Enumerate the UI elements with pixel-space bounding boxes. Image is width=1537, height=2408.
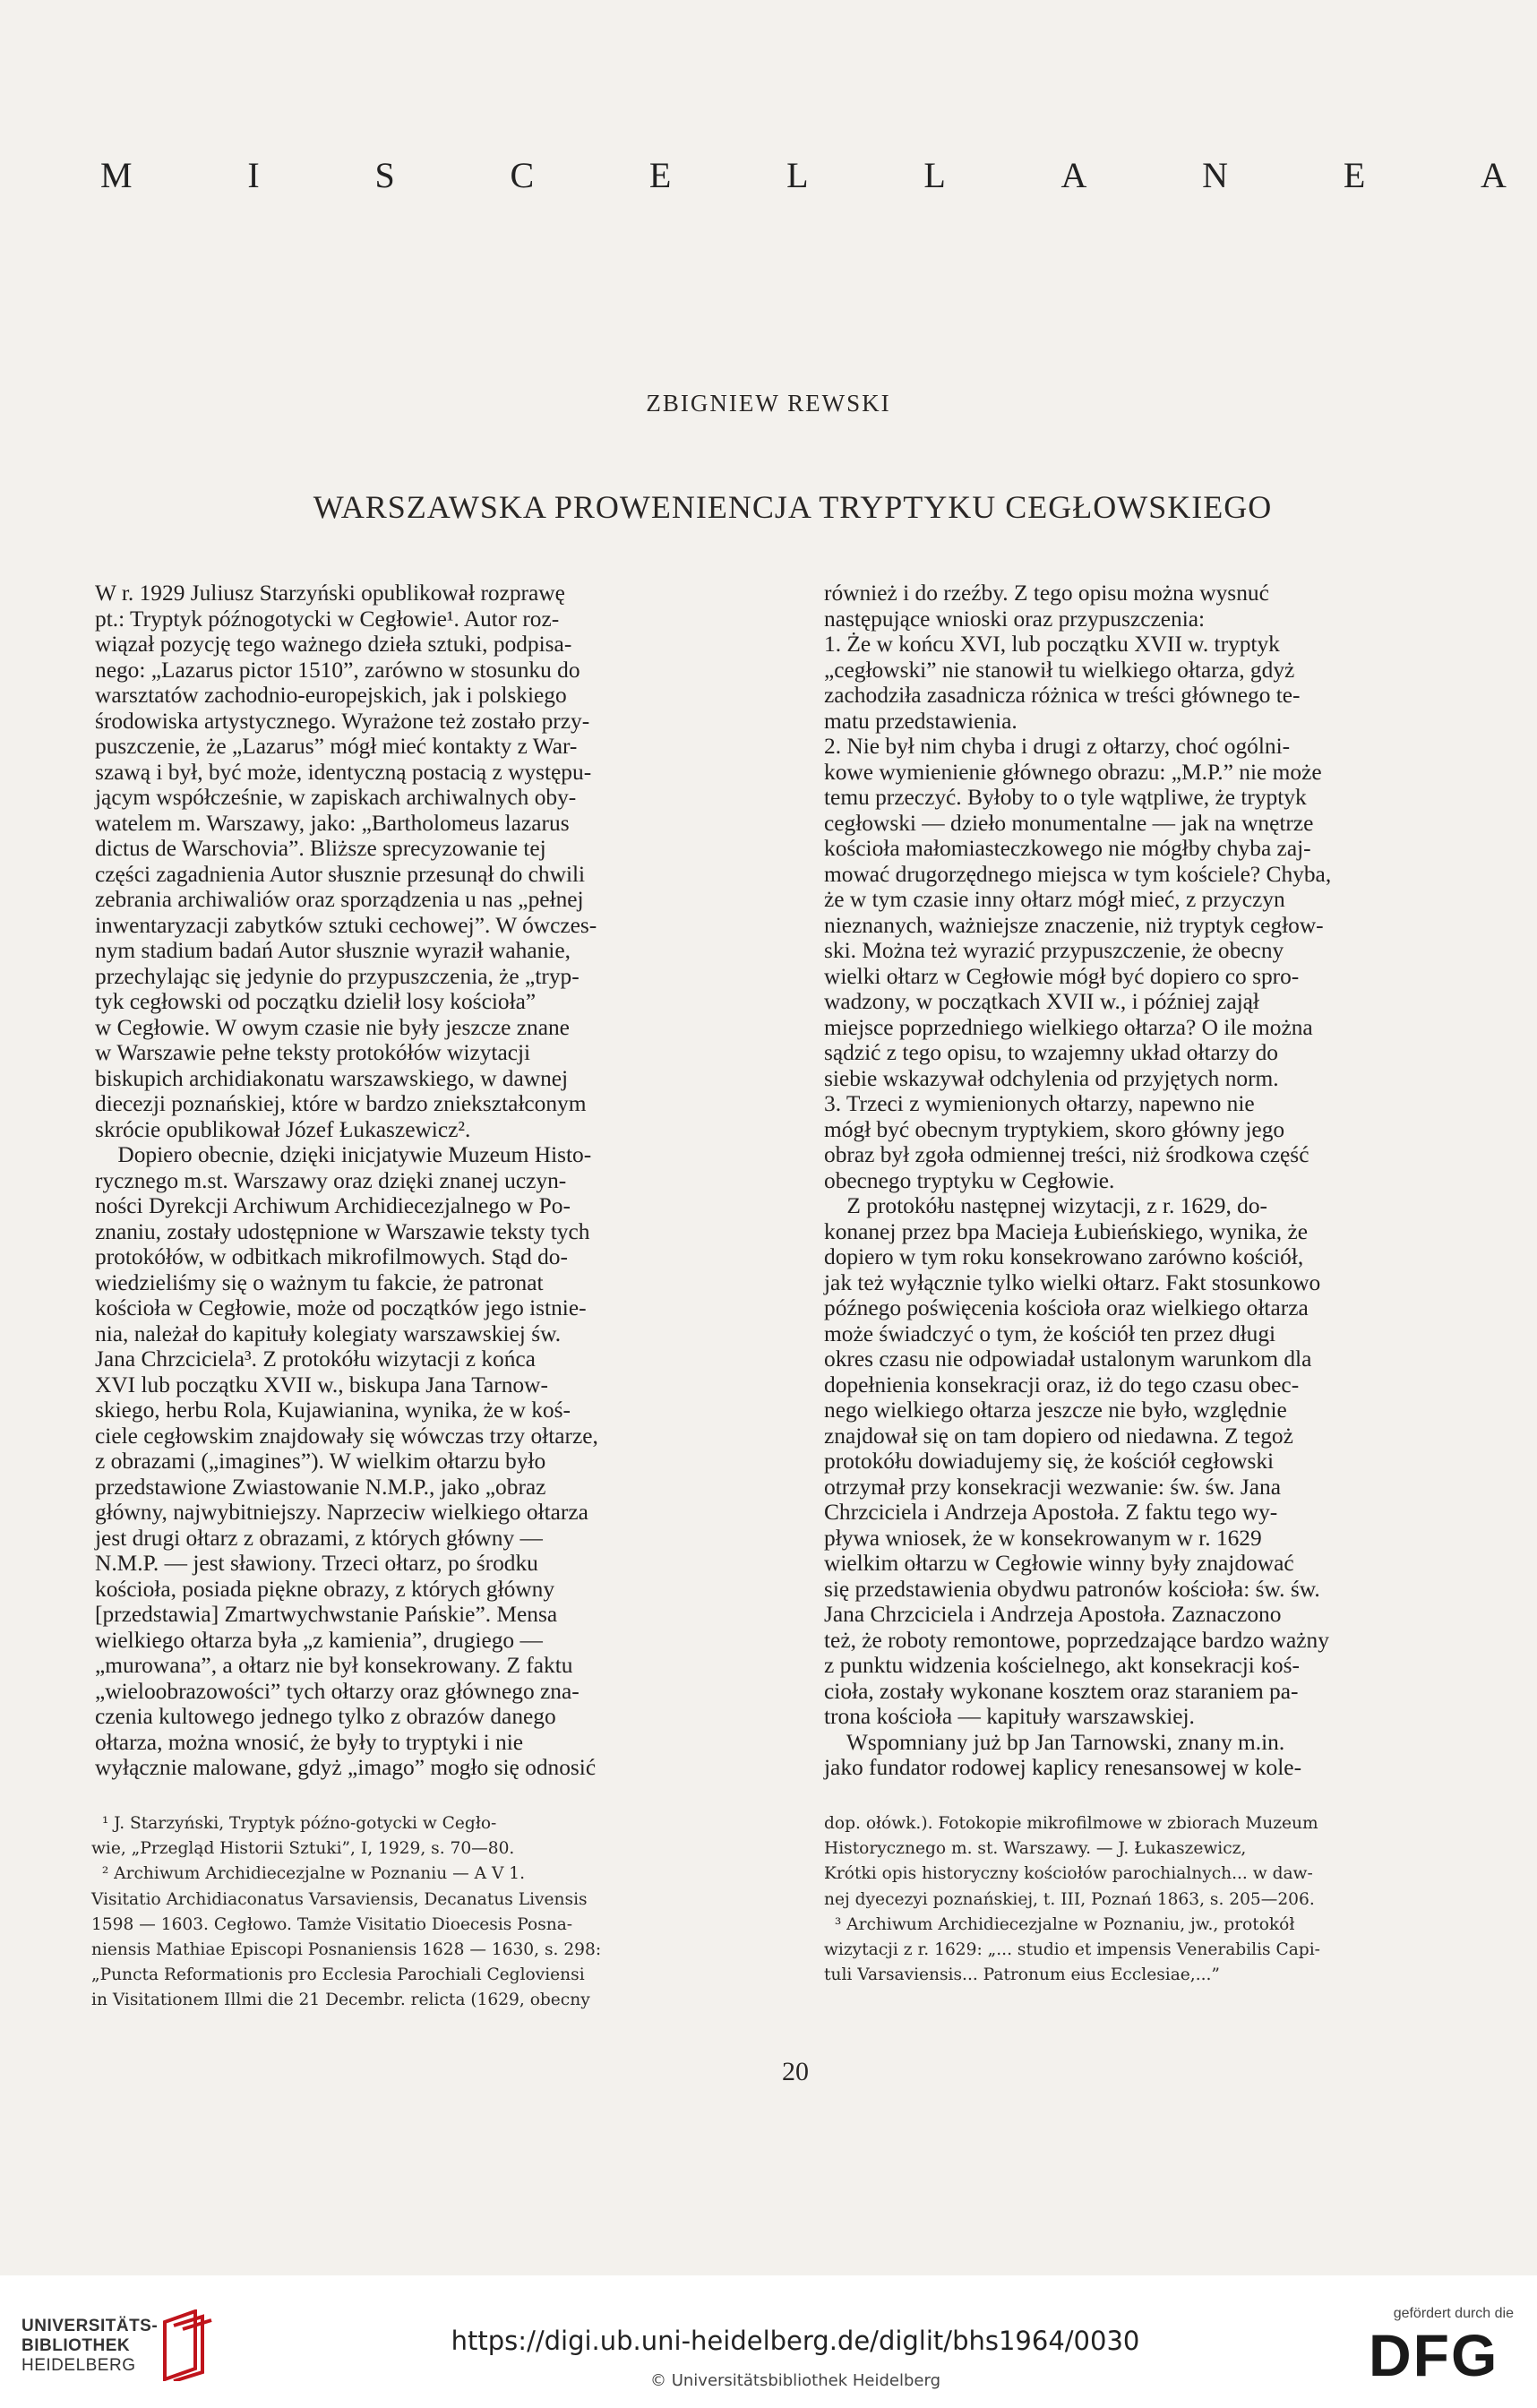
- footnote-line: ² Archiwum Archidiecezjalne w Poznaniu — A V 1.: [91, 1864, 526, 1884]
- text-line: wiedzieliśmy się o ważnym tu fakcie, że patronat: [95, 1269, 544, 1295]
- text-line: protokółu dowiadujemy się, że kościół cegłowski: [824, 1449, 1275, 1474]
- text-line: protokółów, w odbitkach mikrofilmowych. Stąd do-: [95, 1244, 568, 1269]
- section-title-letter: L: [786, 155, 809, 195]
- library-name-line2: BIBLIOTHEK: [21, 2336, 131, 2355]
- text-line: że w tym czasie inny ołtarz mógł mieć, z przyczyn: [824, 887, 1285, 912]
- footnote-line: Historycznego m. st. Warszawy. — J. Łukaszewicz,: [824, 1839, 1247, 1859]
- text-line: wielkiego ołtarza była „z kamienia”, drugiego —: [95, 1627, 543, 1653]
- section-title-letter: E: [1343, 155, 1366, 195]
- text-line: przedstawione Zwiastowanie N.M.P., jako „obraz: [95, 1474, 546, 1500]
- text-line: tyk cegłowski od początku dzielił losy kościoła”: [95, 989, 537, 1014]
- text-line: N.M.P. — jest sławiony. Trzeci ołtarz, po środku: [95, 1551, 538, 1576]
- text-line: rycznego m.st. Warszawy oraz dzięki znanej uczyn-: [95, 1167, 567, 1193]
- text-line: XVI lub początku XVII w., biskupa Jana Tarnow-: [95, 1372, 548, 1398]
- text-line: jącym współcześnie, w zapiskach archiwalnych oby-: [95, 785, 577, 810]
- text-line: pływa wniosek, że w konsekrowanym w r. 1629: [824, 1525, 1262, 1551]
- text-line: jak też wyłącznie tylko wielki ołtarz. Fakt stosunkowo: [824, 1269, 1321, 1295]
- text-line: wadzony, w początkach XVII w., i później zajął: [824, 989, 1259, 1014]
- text-line: zebrania archiwaliów oraz sporządzenia u nas „pełnej: [95, 887, 584, 912]
- text-line: w Warszawie pełne teksty protokółów wizytacji: [95, 1040, 531, 1065]
- footnote-line: wie, „Przegląd Historii Sztuki”, I, 1929, s. 70—80.: [91, 1839, 515, 1859]
- text-line: cioła, zostały wykonane kosztem oraz staraniem pa-: [824, 1678, 1299, 1704]
- footnote-line: in Visitationem Illmi die 21 Decembr. relicta (1629, obecny: [91, 1991, 590, 2010]
- library-name-line3: HEIDELBERG: [21, 2356, 136, 2375]
- text-line: sądzić z tego opisu, to wzajemny układ ołtarzy do: [824, 1040, 1278, 1065]
- text-line: miejsce poprzedniego wielkiego ołtarza? O ile można: [824, 1014, 1313, 1040]
- section-title-letter: E: [648, 155, 672, 195]
- text-line: przechylając się jedynie do przypuszczenia, że „tryp-: [95, 963, 580, 989]
- footnote-line: 1598 — 1603. Cegłowo. Tamże Visitatio Dioecesis Posna-: [91, 1914, 573, 1934]
- text-line: z obrazami („imagines”). W wielkim ołtarzu było: [95, 1449, 546, 1474]
- text-line: puszczenie, że „Lazarus” mógł mieć kontakty z War-: [95, 734, 578, 759]
- text-line: dopełnienia konsekracji oraz, iż do tego czasu obec-: [824, 1372, 1300, 1398]
- text-line: nego: „Lazarus pictor 1510”, zarówno w stosunku do: [95, 657, 580, 683]
- footnote-line: tuli Varsaviensis... Patronum eius Ecclesiae,...”: [824, 1965, 1220, 1985]
- dfg-logo[interactable]: DFG: [1369, 2322, 1499, 2388]
- footnote-line: nej dyecezyi poznańskiej, t. III, Poznań 1863, s. 205—206.: [824, 1889, 1315, 1909]
- permalink-url[interactable]: https://digi.ub.uni-heidelberg.de/diglit/bhs1964/0030: [451, 2326, 1140, 2356]
- section-title: [100, 154, 1507, 196]
- text-line: „murowana”, a ołtarz nie był konsekrowany. Z faktu: [95, 1653, 573, 1678]
- text-line: Z protokółu następnej wizytacji, z r. 1629, do-: [824, 1193, 1268, 1218]
- text-line: czenia kultowego jednego tylko z obrazów danego: [95, 1704, 556, 1729]
- footnote-line: ³ Archiwum Archidiecezjalne w Poznaniu, jw., protokół: [824, 1914, 1295, 1934]
- section-title-letter: S: [374, 155, 395, 195]
- text-line: Dopiero obecnie, dzięki inicjatywie Muzeum Histo-: [95, 1142, 592, 1167]
- text-line: nego wielkiego ołtarza jeszcze nie było, względnie: [824, 1398, 1287, 1423]
- text-line: nym stadium badań Autor słusznie wyraził wahanie,: [95, 938, 571, 963]
- text-line: kościoła małomiasteczkowego nie mógłby chyba zaj-: [824, 836, 1311, 861]
- text-line: Jana Chrzciciela i Andrzeja Apostoła. Zaznaczono: [824, 1602, 1282, 1627]
- text-line: zachodziła zasadnicza różnica w treści głównego te-: [824, 683, 1301, 708]
- text-line: znaniu, zostały udostępnione w Warszawie teksty tych: [95, 1218, 590, 1244]
- text-line: mógł być obecnym tryptykiem, skoro główny jego: [824, 1116, 1285, 1142]
- text-line: 1. Że w końcu XVI, lub początku XVII w. tryptyk: [824, 632, 1280, 657]
- text-line: znajdował się on tam dopiero od niedawna. Z tegoż: [824, 1423, 1293, 1449]
- text-line: matu przedstawienia.: [824, 708, 1018, 734]
- right-text-column: [824, 580, 1505, 1781]
- text-line: nia, należał do kapituły kolegiaty warszawskiej św.: [95, 1320, 562, 1346]
- text-line: się przedstawienia obydwu patronów kościoła: św. św.: [824, 1576, 1320, 1602]
- text-line: kościoła, posiada piękne obrazy, z których główny: [95, 1576, 555, 1602]
- text-line: wiązał pozycję tego ważnego dzieła sztuki, podpisa-: [95, 632, 572, 657]
- text-line: kościoła w Cegłowie, może od początków jego istnie-: [95, 1295, 587, 1320]
- text-line: Wspomniany już bp Jan Tarnowski, znany m.in.: [824, 1729, 1285, 1755]
- footnote-line: dop. ołówk.). Fotokopie mikrofilmowe w zbiorach Muzeum: [824, 1814, 1318, 1833]
- text-line: główny, najwybitniejszy. Naprzeciw wielkiego ołtarza: [95, 1500, 588, 1525]
- text-line: części zagadnienia Autor słusznie przesunął do chwili: [95, 861, 586, 887]
- text-line: inwentaryzacji zabytków sztuki cechowej”. W ówczes-: [95, 912, 597, 938]
- text-line: W r. 1929 Juliusz Starzyński opublikował rozprawę: [95, 580, 565, 606]
- footnote-line: niensis Mathiae Episcopi Posnaniensis 1628 — 1630, s. 298:: [91, 1940, 602, 1960]
- text-line: dictus de Warschovia”. Bliższe sprecyzowanie tej: [95, 836, 546, 861]
- text-line: wielki ołtarz w Cegłowie mógł być dopiero co spro-: [824, 963, 1300, 989]
- text-line: ski. Można też wyrazić przypuszczenie, że obecny: [824, 938, 1284, 963]
- text-line: ciele cegłowskim znajdowały się wówczas trzy ołtarze,: [95, 1423, 598, 1449]
- text-line: konanej przez bpa Macieja Łubieńskiego, wynika, że: [824, 1218, 1309, 1244]
- footnotes-left: [91, 1811, 781, 2014]
- section-title-letter: C: [510, 155, 535, 195]
- text-line: szawą i był, być może, identyczną postacią z występu-: [95, 759, 592, 785]
- article-title: WARSZAWSKA PROWENIENCJA TRYPTYKU CEGŁOWSKIEGO: [313, 489, 1273, 525]
- text-line: jako fundator rodowej kaplicy renesansowej w kole-: [824, 1755, 1302, 1780]
- footnote-line: Visitatio Archidiaconatus Varsaviensis, Decanatus Livensis: [91, 1889, 588, 1909]
- text-line: mować drugorzędnego miejsca w tym kościele? Chyba,: [824, 861, 1332, 887]
- text-line: dopiero w tym roku konsekrowano zarówno kościół,: [824, 1244, 1304, 1269]
- text-line: siebie wskazywał odchylenia od przyjętych norm.: [824, 1065, 1279, 1091]
- section-title-letter: A: [1060, 155, 1087, 195]
- text-line: jest drugi ołtarz z obrazami, z których główny —: [95, 1525, 543, 1551]
- text-line: warsztatów zachodnio-europejskich, jak i polskiego: [95, 683, 567, 708]
- section-title-letter: I: [247, 155, 260, 195]
- text-line: wyłącznie malowane, gdyż „imago” mogło się odnosić: [95, 1755, 597, 1780]
- text-line: obraz był zgoła odmiennej treści, niż środkowa część: [824, 1142, 1309, 1167]
- footnotes-right: [824, 1811, 1505, 1988]
- text-line: kowe wymienienie głównego obrazu: „M.P.” nie może: [824, 759, 1322, 785]
- text-line: późnego poświęcenia kościoła oraz wielkiego ołtarza: [824, 1295, 1309, 1320]
- text-line: „cegłowski” nie stanowił tu wielkiego ołtarza, gdyż: [824, 657, 1295, 683]
- text-line: również i do rzeźby. Z tego opisu można wysnuć: [824, 580, 1269, 606]
- text-line: wielkim ołtarzu w Cegłowie winny były znajdować: [824, 1551, 1294, 1576]
- text-line: obecnego tryptyku w Cegłowie.: [824, 1167, 1115, 1193]
- text-line: też, że roboty remontowe, poprzedzające bardzo ważny: [824, 1627, 1329, 1653]
- text-line: 2. Nie był nim chyba i drugi z ołtarzy, choć ogólni-: [824, 734, 1291, 759]
- text-line: „wieloobrazowości” tych ołtarzy oraz głównego zna-: [95, 1678, 580, 1704]
- page-number: 20: [782, 2057, 809, 2086]
- text-line: następujące wnioski oraz przypuszczenia:: [824, 606, 1206, 632]
- section-title-letter: N: [1202, 155, 1229, 195]
- text-line: nieznanych, ważniejsze znaczenie, niż tryptyk cegłow-: [824, 912, 1324, 938]
- left-text-column: [95, 580, 777, 1781]
- text-line: watelem m. Warszawy, jako: „Bartholomeus lazarus: [95, 810, 570, 836]
- text-line: z punktu widzenia kościelnego, akt konsekracji koś-: [824, 1653, 1300, 1678]
- text-line: Jana Chrzciciela³. Z protokółu wizytacji z końca: [95, 1346, 536, 1372]
- text-line: skrócie opublikował Józef Łukaszewicz².: [95, 1116, 471, 1142]
- section-title-letter: A: [1481, 155, 1507, 195]
- text-line: pt.: Tryptyk późnogotycki w Cegłowie¹. Autor roz-: [95, 606, 560, 632]
- text-line: w Cegłowie. W owym czasie nie były jeszcze znane: [95, 1014, 570, 1040]
- text-line: skiego, herbu Rola, Kujawianina, wynika, że w koś-: [95, 1398, 571, 1423]
- text-line: [przedstawia] Zmartwychwstanie Pańskie”. Mensa: [95, 1602, 558, 1627]
- footnote-line: „Puncta Reformationis pro Ecclesia Parochiali Cegloviensi: [91, 1965, 585, 1985]
- text-line: może świadczyć o tym, że kościół ten przez długi: [824, 1320, 1276, 1346]
- section-title-letter: L: [923, 155, 946, 195]
- text-line: cegłowski — dzieło monumentalne — jak na wnętrze: [824, 810, 1314, 836]
- text-line: ności Dyrekcji Archiwum Archidiecezjalnego w Po-: [95, 1193, 571, 1218]
- footnote-line: ¹ J. Starzyński, Tryptyk późno-gotycki w Cegło-: [91, 1814, 497, 1833]
- text-line: środowiska artystycznego. Wyrażone też zostało przy-: [95, 708, 590, 734]
- article-author: ZBIGNIEW REWSKI: [646, 390, 891, 417]
- text-line: Chrzciciela i Andrzeja Apostoła. Z faktu tego wy-: [824, 1500, 1278, 1525]
- text-line: diecezji poznańskiej, które w bardzo zniekształconym: [95, 1091, 587, 1116]
- text-line: okres czasu nie odpowiadał ustalonym warunkom dla: [824, 1346, 1312, 1372]
- footnote-line: wizytacji z r. 1629: „... studio et impensis Venerabilis Capi-: [824, 1940, 1320, 1960]
- text-line: biskupich archidiakonatu warszawskiego, w dawnej: [95, 1065, 569, 1091]
- funding-note: gefördert durch die: [1393, 2306, 1514, 2321]
- library-name-line1: UNIVERSITÄTS-: [21, 2317, 159, 2335]
- footnote-line: Krótki opis historyczny kościołów parochialnych... w daw-: [824, 1864, 1313, 1884]
- text-line: temu przeczyć. Byłoby to o tyle wątpliwe, że tryptyk: [824, 785, 1307, 810]
- text-line: 3. Trzeci z wymienionych ołtarzy, napewno nie: [824, 1091, 1255, 1116]
- text-line: trona kościoła — kapituły warszawskiej.: [824, 1704, 1195, 1729]
- text-line: otrzymał przy konsekracji wezwanie: św. św. Jana: [824, 1474, 1281, 1500]
- copyright-notice: © Universitätsbibliothek Heidelberg: [649, 2371, 940, 2390]
- section-title-letter: M: [100, 155, 133, 195]
- text-line: ołtarza, można wnosić, że były to tryptyki i nie: [95, 1729, 524, 1755]
